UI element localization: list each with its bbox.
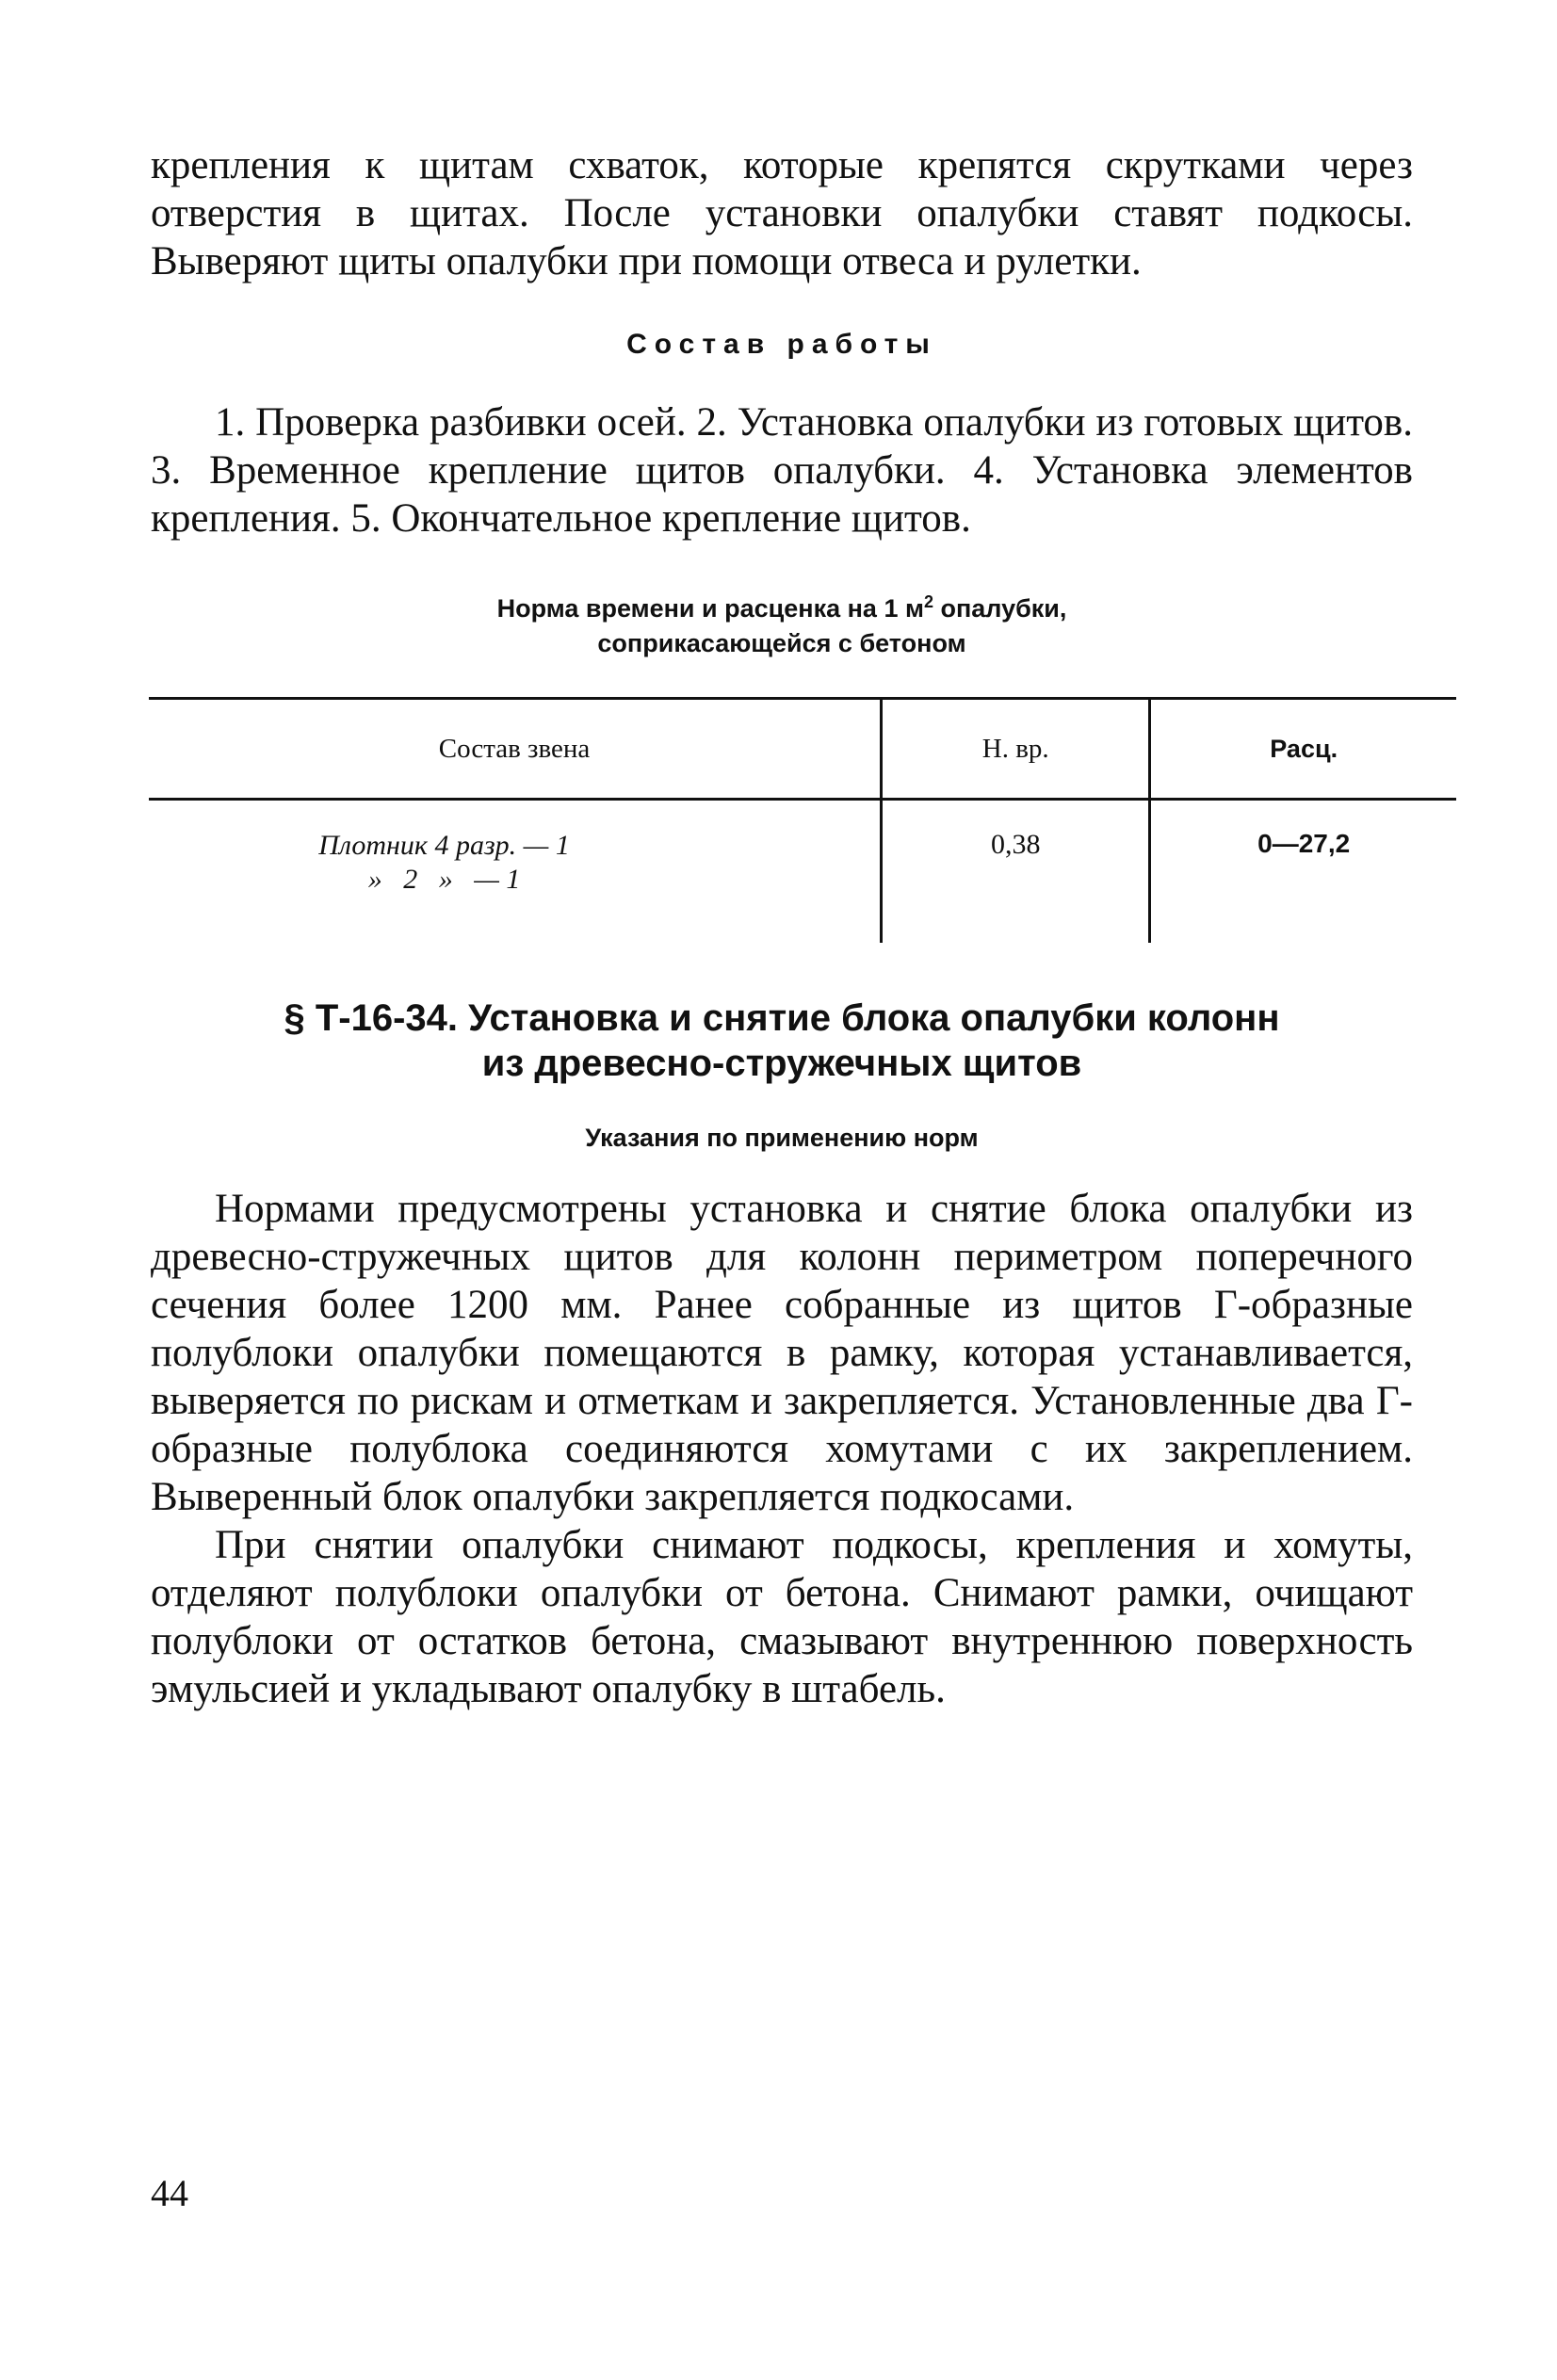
header-norm-time: Н. вр. <box>882 699 1150 800</box>
rate-cell: 0—27,2 <box>1150 800 1456 944</box>
norm-time-cell: 0,38 <box>882 800 1150 944</box>
caption-superscript: 2 <box>923 592 933 611</box>
crew-line-2: » 2 » — 1 <box>367 864 521 895</box>
header-crew: Состав звена <box>149 699 882 800</box>
page-number: 44 <box>151 2172 188 2214</box>
header-rate: Расц. <box>1150 699 1456 800</box>
section-title-line2: из древесно-стружечных щитов <box>481 1043 1082 1084</box>
section-title <box>151 996 1413 1086</box>
table-caption-line2: соприкасающейся с бетоном <box>597 629 966 657</box>
section-paragraph-1: Нормами предусмотрены установка и снятие блока опалубки из древесно-стружечных щитов для колонн периметром поперечного сечения более 1200 мм. Ранее собранные из щитов Г-образные полублоки опалубки помещаются в рамку, которая устанавливается, выверяется по рискам и отметкам и закрепляется. Установленные два Г-образные полублока соединяются хомутами с их закреплением. Выверенный блок опалубки закрепляется подкосами. <box>151 1187 1413 1519</box>
caption-text-after: опалубки, <box>933 594 1067 623</box>
section-title-line1: § Т-16-34. Установка и снятие блока опалубки колонн <box>284 997 1280 1039</box>
work-composition-text: 1. Проверка разбивки осей. 2. Установка опалубки из готовых щитов. 3. Временное крепление щитов опалубки. 4. Установка элементов крепления. 5. Окончательное крепление щитов. <box>151 400 1413 541</box>
table-caption <box>151 591 1413 661</box>
norm-table <box>149 697 1456 943</box>
caption-text-before: Норма времени и расценка на 1 м <box>496 594 924 623</box>
page-content <box>151 141 1413 1713</box>
work-composition-heading: Состав работы <box>626 329 937 360</box>
section-paragraph-2: При снятии опалубки снимают подкосы, крепления и хомуты, отделяют полублоки опалубки от бетона. Снимают рамки, очищают полублоки от остатков бетона, смазывают внутреннюю поверхность эмульсией и укладывают опалубку в штабель. <box>151 1523 1413 1711</box>
table-header-row <box>149 699 1456 800</box>
crew-line-1: Плотник 4 разр. — 1 <box>318 830 570 861</box>
table-row <box>149 800 1456 944</box>
crew-cell <box>149 800 882 944</box>
application-notes-heading: Указания по применению норм <box>585 1124 979 1152</box>
intro-paragraph: крепления к щитам схваток, которые крепятся скрутками через отверстия в щитах. После установки опалубки ставят подкосы. Выверяют щиты опалубки при помощи отвеса и рулетки. <box>151 143 1413 283</box>
table-caption-line1 <box>151 591 1413 626</box>
